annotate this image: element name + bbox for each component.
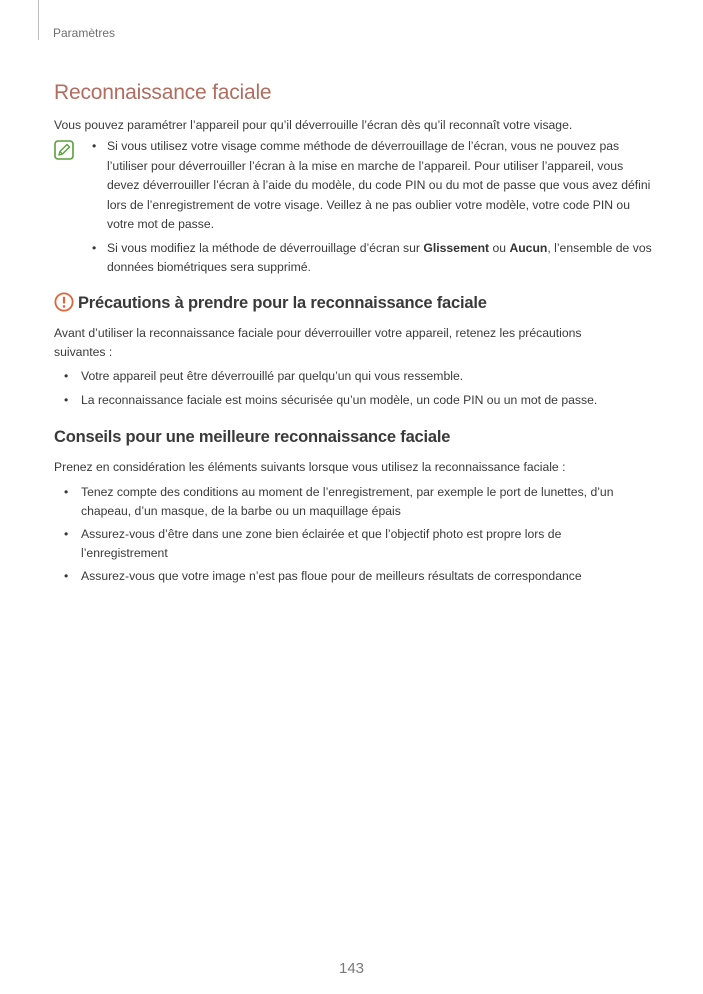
- page-number: 143: [338, 960, 365, 977]
- list-item: • La reconnaissance faciale est moins sécurisée qu’un modèle, un code PIN ou un mot de passe.: [64, 391, 644, 410]
- note-item-text-suffix: , l’ensemble de vos données biométriques sera supprimé.: [107, 240, 652, 274]
- header-divider: [38, 0, 39, 40]
- note-icon: [54, 140, 74, 160]
- intro-text: Vous pouvez paramétrer l’appareil pour qu’il déverrouille l’écran dès qu’il reconnaît votre visage.: [54, 118, 573, 132]
- caution-heading: Précautions à prendre pour la reconnaissance faciale: [78, 294, 487, 312]
- caution-paragraph: Avant d’utiliser la reconnaissance faciale pour déverrouiller votre appareil, retenez les précautions suivantes :: [54, 326, 582, 359]
- caution-bullet-list: [64, 367, 644, 414]
- option-glissement: Glissement: [423, 240, 490, 255]
- tips-heading: Conseils pour une meilleure reconnaissance faciale: [54, 428, 451, 446]
- list-item: • Tenez compte des conditions au moment de l’enregistrement, par exemple le port de lunettes, d’un chapeau, d’un masque, de la barbe ou un maquillage épais: [64, 483, 644, 520]
- page-title: Reconnaissance faciale: [54, 81, 272, 104]
- note-item-text-mid: ou: [489, 240, 510, 255]
- note-item: [92, 137, 652, 235]
- note-item-text-prefix: Si vous modifiez la méthode de déverrouillage d’écran sur: [107, 240, 424, 255]
- caution-icon: [54, 292, 74, 312]
- note-list: [92, 137, 652, 282]
- section-label: Paramètres: [53, 26, 116, 40]
- list-item: • Assurez-vous que votre image n’est pas floue pour de meilleurs résultats de correspondance: [64, 567, 644, 586]
- option-aucun: Aucun: [509, 240, 548, 255]
- tips-bullet-list: [64, 483, 644, 591]
- list-item: • Assurez-vous d’être dans une zone bien éclairée et que l’objectif photo est propre lors de l’enregistrement: [64, 525, 644, 562]
- tips-paragraph: Prenez en considération les éléments suivants lorsque vous utilisez la reconnaissance faciale :: [54, 460, 566, 474]
- note-item: [92, 239, 652, 278]
- list-item: • Votre appareil peut être déverrouillé par quelqu’un qui vous ressemble.: [64, 367, 644, 386]
- note-item-text: Si vous utilisez votre visage comme méthode de déverrouillage de l’écran, vous ne pouvez pas l’utiliser pour déverrouiller l’écran à la mise en marche de l’appareil. Pour utiliser l’appareil, vous devez déverrouiller l’écran à l’aide du modèle, du code PIN ou du mot de passe que vous avez défini lors de l’enregistrement de votre visage. Veillez à ne pas oublier votre modèle, votre code PIN ou votre mot de passe.: [107, 139, 651, 231]
